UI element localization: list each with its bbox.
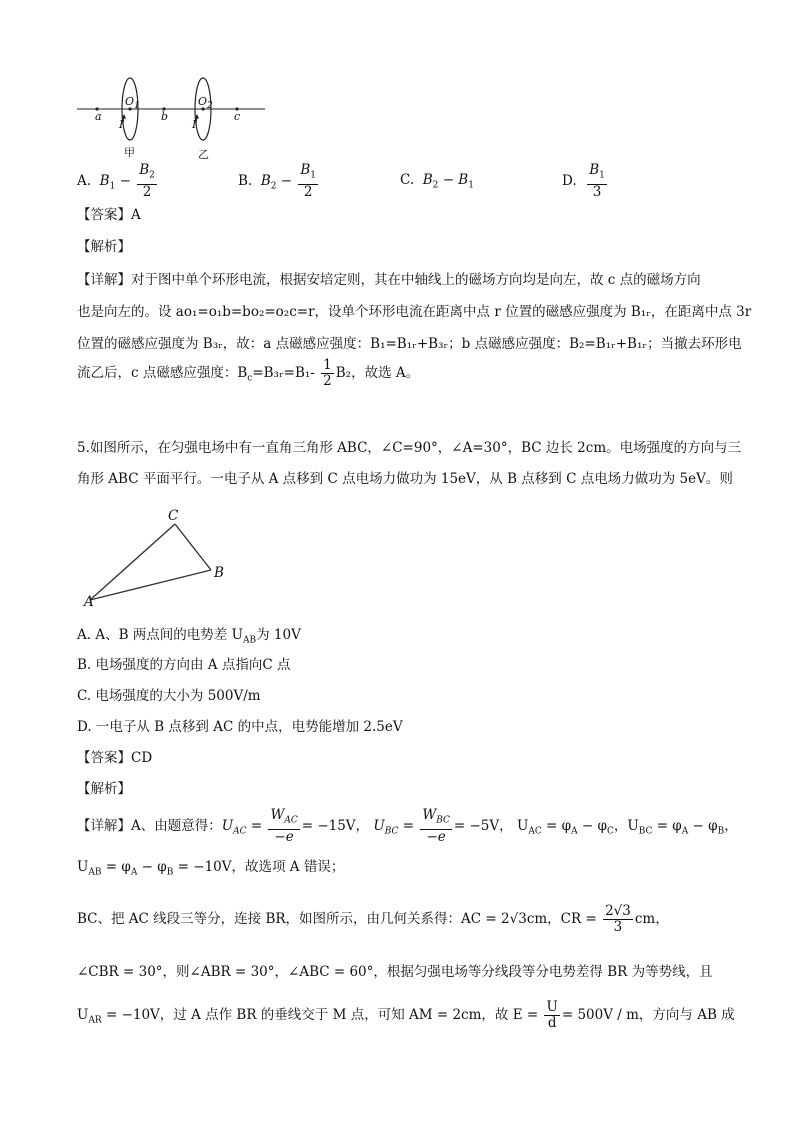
q5-answer: 【答案】CD: [77, 750, 153, 766]
q5-option-c: C. 电场强度的大小为 500V/m: [77, 688, 261, 704]
ring-current-figure: [72, 72, 272, 167]
q5-analysis-label: 【解析】: [77, 781, 131, 797]
q4-detail-line1: 【详解】对于图中单个环形电流，根据安培定则，其在中轴线上的磁场方向均是向左，故 c 点的磁场方向: [77, 272, 701, 288]
option-d: D. $\frac{B_1}{3}$: [562, 162, 605, 200]
triangle-figure: [80, 502, 230, 614]
q5-option-a: A. A、B 两点间的电势差 $U_{AB}$为 10V: [77, 627, 301, 646]
center-o1-label: $O_1$: [125, 95, 140, 112]
point-a-label: a: [95, 110, 102, 123]
q5-detail-line2: $U_{AB} = \varphi_A - \varphi_B = -10V$，故选项 A 错误；: [77, 859, 345, 878]
ring-jia-label: 甲: [124, 146, 135, 159]
q4-detail-line4: 流乙后，c 点磁感应强度：$B_c=B_3ᵣ=B_1-$ $\frac{1}{2}$ B₂，故选 A。: [77, 357, 420, 389]
point-b-label: b: [161, 110, 169, 123]
q4-detail-line3: 位置的磁感应强度为 B₃ᵣ，故：a 点磁感应强度：B₁=B₁ᵣ+B₃ᵣ；b 点磁感应强度：B₂=B₁ᵣ+B₁ᵣ；当撤去环形电: [77, 336, 742, 352]
center-o2-label: $O_2$: [198, 95, 213, 112]
q5-detail-line1: 【详解】A、由题意得：$U_{AC}$ = $\frac{W_{AC}}{-e}$ = −15V， $U_{BC}$ = $\frac{W_{BC}}{-e}$ = −5V， $U_{AC} = \varphi_A - \varphi_C$，$U_{BC} = \varphi_A - \varphi_B$，: [77, 807, 738, 845]
q5-detail-line3: BC、把 AC 线段三等分，连接 BR，如图所示，由几何关系得：AC = 2√3cm，CR = $\frac{2√3}{3}$ cm，: [77, 903, 669, 935]
q5-stem-line1: 5.如图所示，在匀强电场中有一直角三角形 ABC，∠C=90°，∠A=30°，BC 边长 2cm。电场强度的方向与三: [77, 440, 742, 456]
q4-detail-line2: 也是向左的。设 ao₁=o₁b=bo₂=o₂c=r，设单个环形电流在距离中点 r 位置的磁感应强度为 B₁ᵣ，在距离中点 3r: [77, 304, 752, 320]
ring-yi-label: 乙: [198, 148, 209, 161]
current-i2-label: I: [192, 118, 197, 131]
q4-answer: 【答案】A: [77, 207, 141, 223]
point-c-label: c: [234, 110, 241, 123]
vertex-c-label: C: [168, 508, 179, 524]
vertex-b-label: B: [214, 565, 224, 581]
q5-detail-line4: ∠CBR = 30°，则∠ABR = 30°，∠ABC = 60°，根据匀强电场等分线段等分电势差得 BR 为等势线，且: [77, 964, 713, 980]
option-a: A. $B_1$ − $\frac{B_2}{2}$: [77, 162, 155, 200]
q5-stem-line2: 角形 ABC 平面平行。一电子从 A 点移到 C 点电场力做功为 15eV，从 B 点移到 C 点电场力做功为 5eV。则: [77, 471, 733, 487]
q5-option-d: D. 一电子从 B 点移到 AC 的中点，电势能增加 2.5eV: [77, 719, 403, 735]
option-c: C. $B_2 - B_1$: [400, 172, 474, 191]
vertex-a-label: A: [84, 594, 94, 610]
q5-option-b: B. 电场强度的方向由 A 点指向C 点: [77, 657, 291, 673]
option-b: B. $B_2$ − $\frac{B_1}{2}$: [238, 162, 317, 200]
q4-analysis-label: 【解析】: [77, 239, 131, 255]
q5-detail-line5: $U_{AR} = -10V$，过 A 点作 BR 的垂线交于 M 点，可知 AM = 2cm，故 E = $\frac{U}{d}$ = 500V / m，方向与 AB 成: [77, 999, 735, 1031]
current-i1-label: I: [119, 118, 124, 131]
